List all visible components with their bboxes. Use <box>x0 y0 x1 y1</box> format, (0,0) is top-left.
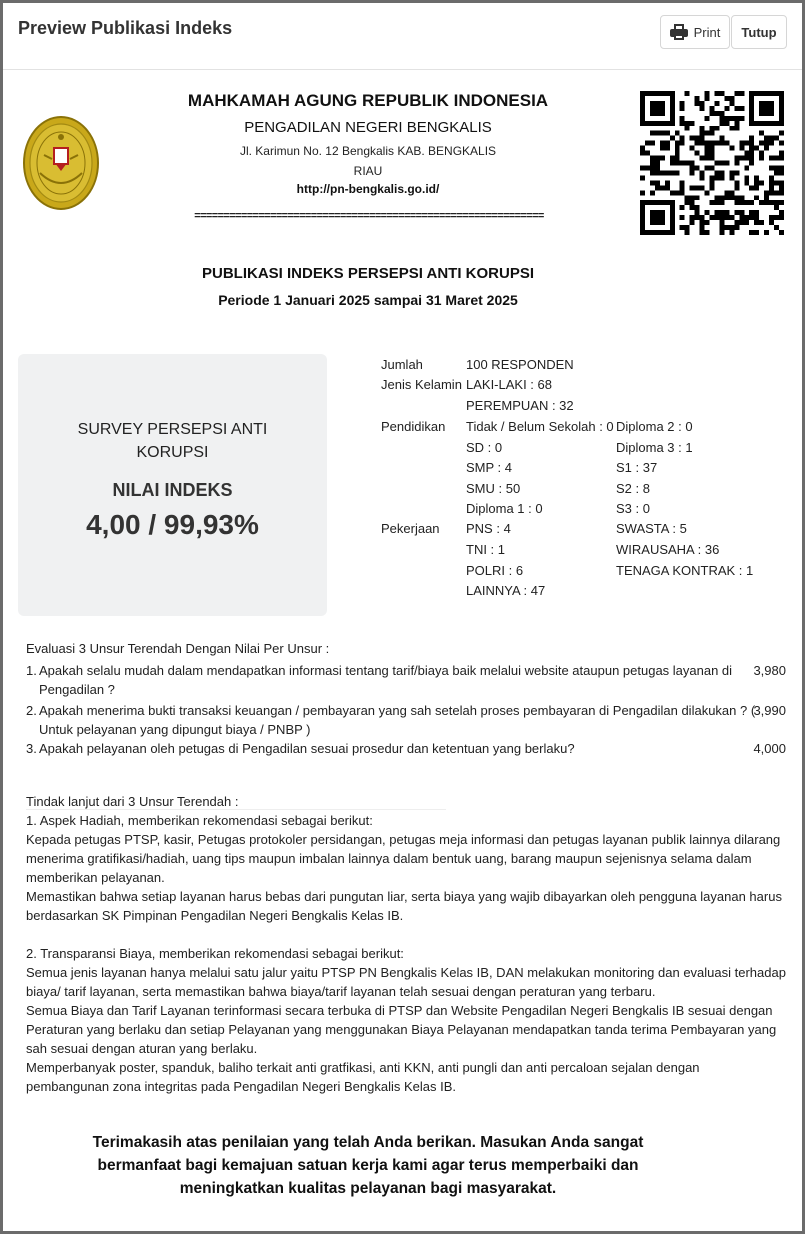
evaluation-item-text: Apakah selalu mudah dalam mendapatkan informasi tentang tarif/biaya baik melalui website ataupun petugas layanan di Pengadilan ? <box>39 663 733 697</box>
court-logo <box>22 115 100 211</box>
evaluation-item-score: 3,980 <box>753 663 786 678</box>
stat-job-item: TNI : 1 <box>466 542 506 557</box>
stat-edu-item: S3 : 0 <box>616 501 650 516</box>
evaluation-item-number: 3. <box>26 741 37 756</box>
print-button[interactable] <box>660 15 730 49</box>
stat-edu-item: SD : 0 <box>466 440 503 455</box>
close-button[interactable]: Tutup <box>731 15 787 49</box>
court-name: PENGADILAN NEGERI BENGKALIS <box>244 119 492 136</box>
evaluation-item-text: Apakah menerima bukti transaksi keuangan / pembayaran yang sah setelah proses pembayaran di Pengadilan dilakukan ? ( Untuk pelayanan yang dipungut biaya / PNBP ) <box>39 703 756 737</box>
aspect2-title: 2. Transparansi Biaya, memberikan rekomendasi sebagai berikut: <box>26 946 404 961</box>
court-address: Jl. Karimun No. 12 Bengkalis KAB. BENGKALIS <box>239 144 497 158</box>
stat-job-item: SWASTA : 5 <box>616 521 687 536</box>
stat-label-jumlah: Jumlah <box>381 357 423 372</box>
stat-gender-male: LAKI-LAKI : 68 <box>466 377 552 392</box>
modal-header <box>3 3 802 70</box>
stat-edu-item: SMU : 50 <box>466 481 521 496</box>
thank-you-message: Terimakasih atas penilaian yang telah Anda berikan. Masukan Anda sangat bermanfaat bagi kemajuan satuan kerja kami agar terus memperbaiki dan meningkatkan kualitas pelayanan bagi masyarakat. <box>92 1134 644 1197</box>
aspect2-paragraph: Memperbanyak poster, spanduk, baliho terkait anti gratfikasi, anti KKN, anti pungli dan anti percaloan sejalan dengan pembangunan zona integritas pada Pengadilan Negeri Bengkalis Kelas IB. <box>26 1060 700 1094</box>
stat-edu-item: S1 : 37 <box>616 460 658 475</box>
publication-title: PUBLIKASI INDEKS PERSEPSI ANTI KORUPSI <box>202 265 534 282</box>
evaluation-item-number: 1. <box>26 663 37 678</box>
stat-value-jumlah: 100 RESPONDEN <box>466 357 574 372</box>
index-label: NILAI INDEKS <box>112 480 233 500</box>
stat-edu-item: Diploma 3 : 1 <box>616 440 693 455</box>
court-website: http://pn-bengkalis.go.id/ <box>296 182 440 196</box>
evaluation-item-text: Apakah pelayanan oleh petugas di Pengadilan sesuai prosedur dan ketentuan yang berlaku? <box>39 741 575 756</box>
followup-heading: Tindak lanjut dari 3 Unsur Terendah : <box>26 794 239 809</box>
stat-job-item: WIRAUSAHA : 36 <box>616 542 720 557</box>
score-card <box>18 354 327 616</box>
index-value: 4,00 / 99,93% <box>86 509 259 540</box>
stat-job-item: PNS : 4 <box>466 521 511 536</box>
modal-title: Preview Publikasi Indeks <box>18 18 233 38</box>
stat-edu-item: S2 : 8 <box>616 481 650 496</box>
stat-job-item: POLRI : 6 <box>466 563 524 578</box>
aspect2-paragraph: Semua jenis layanan hanya melalui satu jalur yaitu PTSP PN Bengkalis Kelas IB, DAN melakukan monitoring dan evaluasi terhadap biaya/ tarif layanan, serta memastikan bahwa biaya/tarif layanan telah sesuai dengan peraturan yang terbaru. <box>26 965 786 999</box>
evaluation-heading: Evaluasi 3 Unsur Terendah Dengan Nilai Per Unsur : <box>26 641 330 656</box>
stat-edu-item: Diploma 1 : 0 <box>466 501 543 516</box>
stat-job-item: TENAGA KONTRAK : 1 <box>616 563 754 578</box>
evaluation-item-number: 2. <box>26 703 37 718</box>
stat-label-gender: Jenis Kelamin <box>381 377 462 392</box>
publication-period: Periode 1 Januari 2025 sampai 31 Maret 2025 <box>218 292 518 308</box>
aspect2-paragraph: Semua Biaya dan Tarif Layanan terinformasi secara terbuka di PTSP dan Website Pengadilan Negeri Bengkalis IB sesuai dengan Peraturan yang berlaku dan setiap Pelayanan yang menggunakan Biaya Pelayanan mendapatkan tanda terima Pembayaran yang sah sesuai dengan aturan yang berlaku. <box>26 1003 777 1056</box>
print-button-label: Print <box>693 24 721 40</box>
qr-code <box>640 91 784 235</box>
stat-edu-item: Diploma 2 : 0 <box>616 419 693 434</box>
header-separator: ============================================================ <box>194 210 544 222</box>
stat-label-job: Pekerjaan <box>381 521 440 536</box>
printer-icon <box>670 24 688 40</box>
aspect1-paragraph: Kepada petugas PTSP, kasir, Petugas protokoler persidangan, petugas meja informasi dan petugas layanan publik lainnya dilarang menerima gratifikasi/hadiah, uang tips maupun imbalan lainnya dalam bentuk uang, barang maupun sejenisnya selama dalam memberikan pelayanan. <box>26 832 781 885</box>
org-name: MAHKAMAH AGUNG REPUBLIK INDONESIA <box>187 91 549 110</box>
aspect1-title: 1. Aspek Hadiah, memberikan rekomendasi sebagai berikut: <box>26 813 373 828</box>
evaluation-item-score: 4,000 <box>753 741 786 756</box>
evaluation-item-score: 3,990 <box>753 703 786 718</box>
preview-modal <box>3 3 802 1231</box>
survey-name: SURVEY PERSEPSI ANTI KORUPSI <box>77 421 268 461</box>
stat-edu-item: Tidak / Belum Sekolah : 0 <box>466 419 614 434</box>
stat-job-item: LAINNYA : 47 <box>466 583 546 598</box>
court-province: RIAU <box>353 164 383 178</box>
stat-gender-female: PEREMPUAN : 32 <box>466 398 574 413</box>
stat-edu-item: SMP : 4 <box>466 460 513 475</box>
stat-label-education: Pendidikan <box>381 419 446 434</box>
aspect1-paragraph: Memastikan bahwa setiap layanan harus bebas dari pungutan liar, serta biaya yang wajib dibayarkan oleh pengguna layanan harus berdasarkan SK Pimpinan Pengadilan Negeri Bengkalis Kelas IB. <box>26 889 782 923</box>
followup-section <box>26 792 786 1096</box>
